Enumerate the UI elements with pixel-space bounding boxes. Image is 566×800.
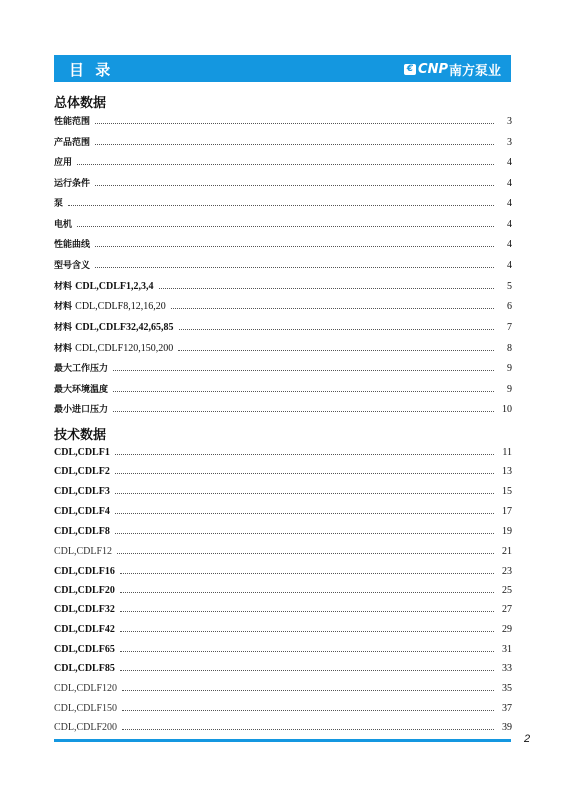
toc-item[interactable] <box>54 641 512 655</box>
toc-item[interactable] <box>54 381 512 395</box>
logo-text: 南方泵业 <box>448 64 501 79</box>
toc-page-number: 35 <box>502 683 512 694</box>
dot-leader <box>171 308 494 309</box>
toc-label-model: CDL,CDLF120,150,200 <box>75 343 174 354</box>
dot-leader <box>68 205 494 206</box>
dot-leader <box>77 226 494 227</box>
toc-label-prefix: 材料 <box>54 344 73 354</box>
toc-label: 最大环境温度 <box>54 385 109 395</box>
dot-leader <box>120 631 494 632</box>
toc-label-prefix: 材料 <box>54 323 73 333</box>
toc-item[interactable] <box>54 700 512 714</box>
dot-leader <box>95 144 494 145</box>
dot-leader <box>120 651 494 652</box>
toc-label: 运行条件 <box>54 179 91 189</box>
dot-leader <box>95 246 494 247</box>
toc-item[interactable] <box>54 236 512 250</box>
toc-page-number: 9 <box>507 363 512 374</box>
toc-item[interactable] <box>54 298 512 312</box>
cnp-logo-icon: € <box>404 64 416 75</box>
toc-page-number: 15 <box>502 486 512 497</box>
dot-leader <box>122 710 494 711</box>
toc-label-model: CDL,CDLF32,42,65,85 <box>75 322 174 333</box>
toc-label <box>54 279 157 292</box>
dot-leader <box>120 592 494 593</box>
toc-item[interactable] <box>54 175 512 189</box>
toc-item[interactable] <box>54 660 512 674</box>
toc-page-number: 4 <box>507 198 512 209</box>
toc-label: CDL,CDLF200 <box>54 722 118 733</box>
toc-page-number: 4 <box>507 178 512 189</box>
dot-leader <box>113 391 494 392</box>
toc-label: CDL,CDLF65 <box>54 644 115 655</box>
toc-page-number: 27 <box>502 604 512 615</box>
toc-label <box>54 320 177 333</box>
toc-label: CDL,CDLF16 <box>54 566 115 577</box>
toc-label: 最大工作压力 <box>54 364 109 374</box>
toc-item[interactable] <box>54 523 512 537</box>
toc-page-number: 13 <box>502 466 512 477</box>
toc-label: CDL,CDLF4 <box>54 506 110 517</box>
dot-leader <box>159 288 495 289</box>
toc-label <box>54 299 169 312</box>
toc-page-number: 3 <box>507 116 512 127</box>
toc-item[interactable] <box>54 360 512 374</box>
toc-page-number: 19 <box>502 526 512 537</box>
toc-label: 泵 <box>54 199 64 209</box>
toc-page-number: 39 <box>502 722 512 733</box>
toc-label: 电机 <box>54 220 73 230</box>
toc-item[interactable] <box>54 680 512 694</box>
toc-item[interactable] <box>54 483 512 497</box>
dot-leader <box>113 411 494 412</box>
page-number: 2 <box>524 733 531 745</box>
toc-page-number: 23 <box>502 566 512 577</box>
toc-page-number: 17 <box>502 506 512 517</box>
toc-label-model: CDL,CDLF1,2,3,4 <box>75 281 154 292</box>
toc-label: CDL,CDLF32 <box>54 604 115 615</box>
toc-label: 产品范围 <box>54 138 91 148</box>
toc-item[interactable] <box>54 563 512 577</box>
toc-item[interactable] <box>54 543 512 557</box>
toc-label: CDL,CDLF20 <box>54 585 115 596</box>
toc-label: CDL,CDLF8 <box>54 526 110 537</box>
toc-label: CDL,CDLF120 <box>54 683 118 694</box>
toc-label: CDL,CDLF1 <box>54 447 110 458</box>
toc-page-number: 9 <box>507 384 512 395</box>
toc-label: 性能曲线 <box>54 240 91 250</box>
toc-label-model: CDL,CDLF8,12,16,20 <box>75 301 166 312</box>
toc-item[interactable] <box>54 463 512 477</box>
toc-label: CDL,CDLF12 <box>54 546 113 557</box>
toc-item[interactable] <box>54 340 512 354</box>
dot-leader <box>120 573 494 574</box>
toc-label: 最小进口压力 <box>54 405 109 415</box>
toc-item[interactable] <box>54 719 512 733</box>
dot-leader <box>117 553 494 554</box>
dot-leader <box>120 611 494 612</box>
toc-page-number: 4 <box>507 239 512 250</box>
toc-label: 应用 <box>54 158 73 168</box>
company-logo <box>404 60 501 79</box>
toc-page-number: 3 <box>507 137 512 148</box>
toc-page-number: 31 <box>502 644 512 655</box>
dot-leader <box>95 185 494 186</box>
toc-label <box>54 341 176 354</box>
dot-leader <box>113 370 494 371</box>
toc-page-number: 8 <box>507 343 512 354</box>
toc-item[interactable] <box>54 621 512 635</box>
toc-page-number: 5 <box>507 281 512 292</box>
dot-leader <box>115 533 494 534</box>
toc-label: CDL,CDLF3 <box>54 486 110 497</box>
toc-label: CDL,CDLF42 <box>54 624 115 635</box>
toc-label: CDL,CDLF85 <box>54 663 115 674</box>
toc-item[interactable] <box>54 582 512 596</box>
toc-page-number: 7 <box>507 322 512 333</box>
dot-leader <box>95 267 494 268</box>
logo-brand: CNP <box>418 62 448 77</box>
toc-page-number: 4 <box>507 260 512 271</box>
toc-page-number: 29 <box>502 624 512 635</box>
dot-leader <box>120 670 494 671</box>
section-title-technical: 技术数据 <box>54 428 107 443</box>
toc-item[interactable] <box>54 134 512 148</box>
toc-label-prefix: 材料 <box>54 282 73 292</box>
section-title-general: 总体数据 <box>54 96 107 111</box>
page-title: 目 录 <box>69 61 114 79</box>
dot-leader <box>122 729 494 730</box>
dot-leader <box>77 164 494 165</box>
dot-leader <box>122 690 494 691</box>
toc-page-number: 10 <box>502 404 512 415</box>
toc-item[interactable] <box>54 503 512 517</box>
toc-item[interactable] <box>54 401 512 415</box>
toc-page-number: 25 <box>502 585 512 596</box>
dot-leader <box>115 513 494 514</box>
toc-label: CDL,CDLF150 <box>54 703 118 714</box>
toc-item[interactable] <box>54 319 512 333</box>
toc-label: 型号含义 <box>54 261 91 271</box>
dot-leader <box>115 493 494 494</box>
footer-divider <box>54 739 511 742</box>
toc-item[interactable] <box>54 601 512 615</box>
dot-leader <box>115 473 494 474</box>
toc-item[interactable] <box>54 444 512 458</box>
dot-leader <box>95 123 494 124</box>
toc-item[interactable] <box>54 257 512 271</box>
dot-leader <box>115 454 494 455</box>
toc-item[interactable] <box>54 113 512 127</box>
toc-page-number: 37 <box>502 703 512 714</box>
toc-label: CDL,CDLF2 <box>54 466 110 477</box>
toc-label: 性能范围 <box>54 117 91 127</box>
header-bar <box>54 55 511 82</box>
toc-item[interactable] <box>54 154 512 168</box>
toc-page-number: 21 <box>502 546 512 557</box>
toc-page-number: 4 <box>507 219 512 230</box>
toc-item[interactable] <box>54 216 512 230</box>
toc-label-prefix: 材料 <box>54 302 73 312</box>
toc-page-number: 33 <box>502 663 512 674</box>
toc-page-number: 6 <box>507 301 512 312</box>
dot-leader <box>178 350 494 351</box>
dot-leader <box>179 329 495 330</box>
toc-page-number: 11 <box>502 447 512 458</box>
toc-item[interactable] <box>54 195 512 209</box>
toc-item[interactable] <box>54 278 512 292</box>
toc-page-number: 4 <box>507 157 512 168</box>
